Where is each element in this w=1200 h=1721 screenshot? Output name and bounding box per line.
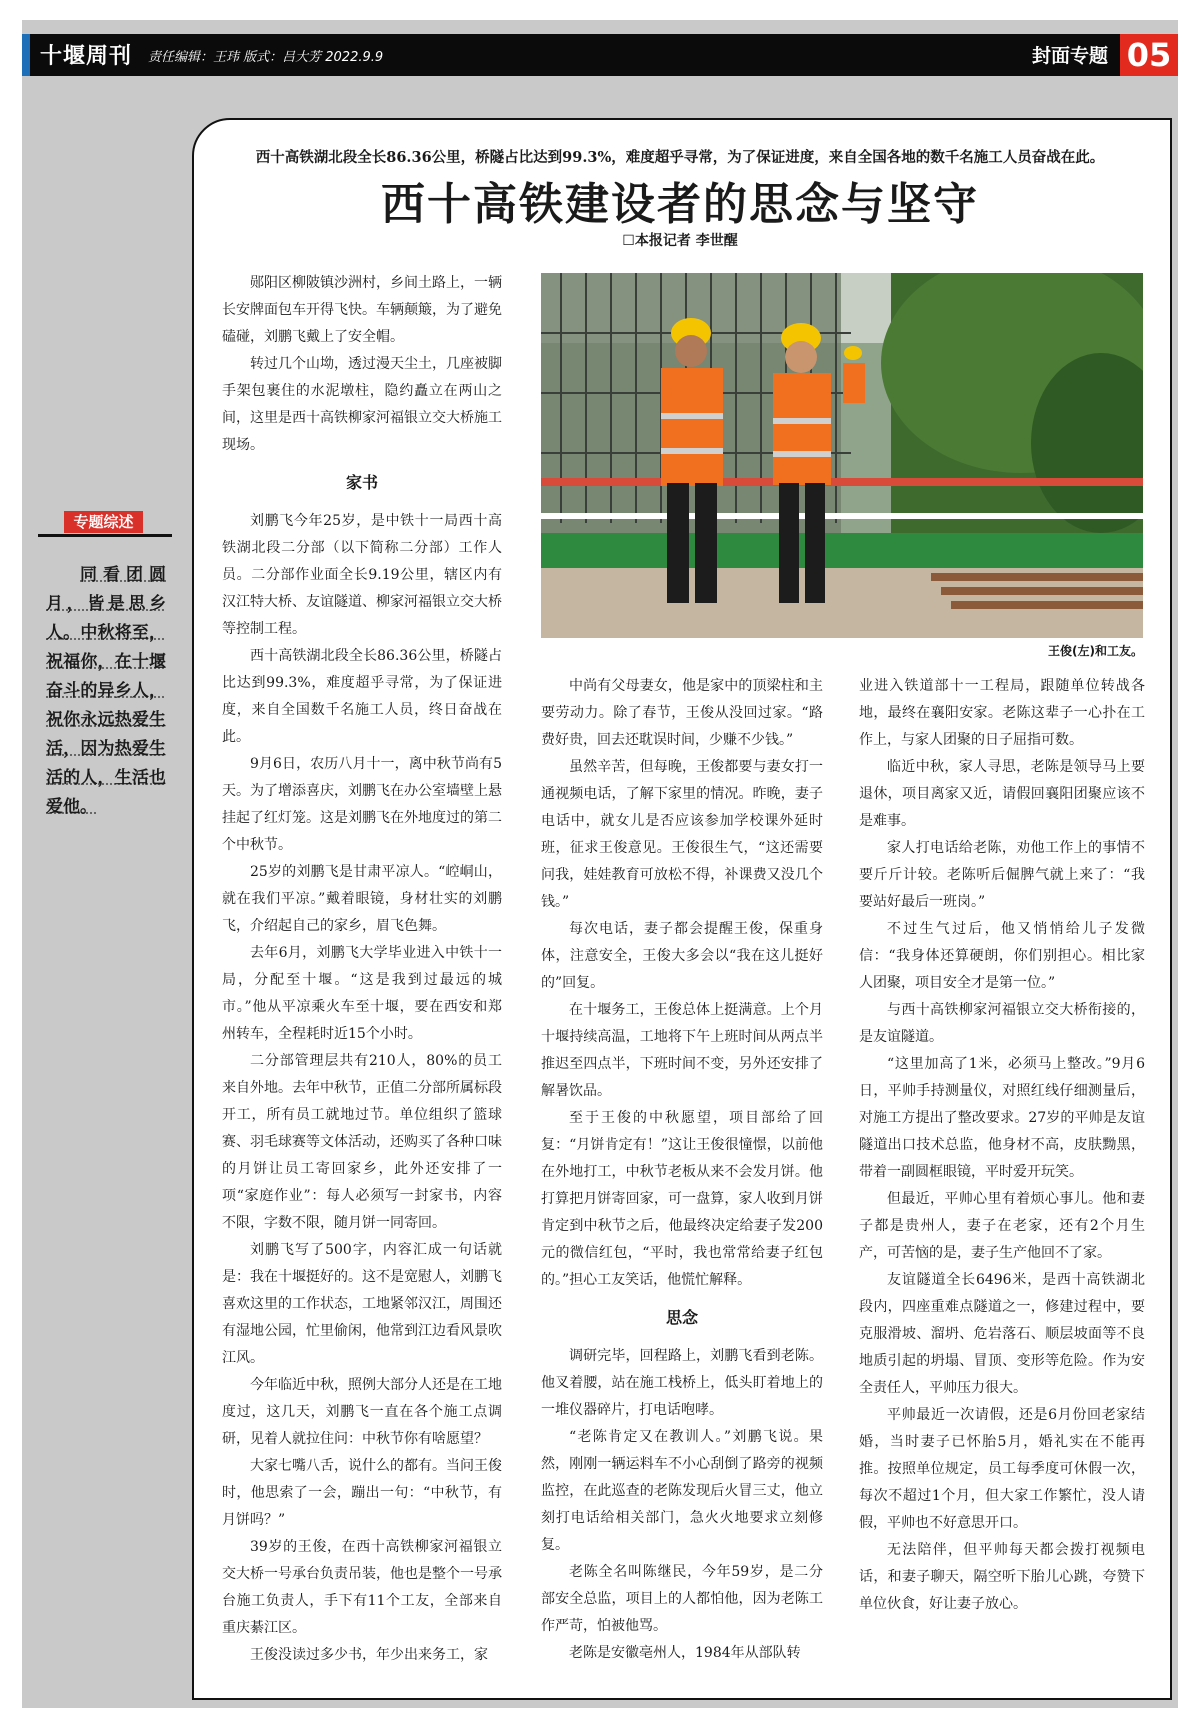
paragraph: 大家七嘴八舌，说什么的都有。当问王俊时，他思索了一会，蹦出一句：“中秋节，有月饼吗？” (222, 1458, 502, 1528)
paragraph: 每次电话，妻子都会提醒王俊，保重身体，注意安全，王俊大多会以“我在这儿挺好的”回复。 (541, 921, 823, 991)
paragraph: 王俊没读过多少书，年少出来务工，家 (250, 1647, 488, 1663)
paragraph: 刘鹏飞写了500字，内容汇成一句话就是：我在十堰挺好的。这不是宽慰人，刘鹏飞喜欢这里的工作状态，工地紧邻汉江，周围还有湿地公园，忙里偷闲，他常到江边看风景吹江风。 (222, 1242, 502, 1366)
paragraph: 中尚有父母妻女，他是家中的顶梁柱和主要劳动力。除了春节，王俊从没回过家。“路费好贵，回去还耽误时间，少赚不少钱。” (541, 678, 823, 748)
section-name: 封面专题 (1031, 45, 1108, 67)
paragraph: 郧阳区柳陂镇沙洲村，乡间土路上，一辆长安牌面包车开得飞快。车辆颠簸，为了避免磕碰，刘鹏飞戴上了安全帽。 (222, 275, 502, 345)
sidebar-divider (38, 534, 172, 537)
construction-workers-photo (541, 273, 1143, 638)
paragraph: 不过生气过后，他又悄悄给儿子发微信：“我身体还算硬朗，你们别担心。相比家人团聚，项目安全才是第一位。” (859, 921, 1145, 991)
paragraph: 但最近，平帅心里有着烦心事儿。他和妻子都是贵州人，妻子在老家，还有2个月生产，可苦恼的是，妻子生产他回不了家。 (859, 1191, 1145, 1261)
worker-background (843, 346, 865, 403)
paragraph: 老陈全名叫陈继民，今年59岁，是二分部安全总监，项目上的人都怕他，因为老陈工作严苛，怕被他骂。 (541, 1564, 823, 1634)
paragraph: 友谊隧道全长6496米，是西十高铁湖北段内，四座重难点隧道之一，修建过程中，要克服滑坡、溜坍、危岩落石、顺层坡面等不良地质引起的坍塌、冒顶、变形等危险。作为安全责任人，平帅压力很大。 (859, 1272, 1145, 1396)
paragraph: 临近中秋，家人寻思，老陈是领导马上要退休，项目离家又近，请假回襄阳团聚应该不是难事。 (859, 759, 1145, 829)
paragraph: 今年临近中秋，照例大部分人还是在工地度过，这几天，刘鹏飞一直在各个施工点调研，见着人就拉住问：中秋节你有啥愿望？ (222, 1377, 502, 1447)
paragraph: 调研完毕，回程路上，刘鹏飞看到老陈。他叉着腰，站在施工栈桥上，低头盯着地上的一堆仪器碎片，打电话咆哮。 (541, 1348, 823, 1418)
editor-credits: 责任编辑：王玮 版式：吕大芳 2022.9.9 (148, 50, 384, 65)
article-photo (541, 273, 1143, 638)
paragraph: 去年6月，刘鹏飞大学毕业进入中铁十一局，分配至十堰。“这是我到过最远的城市。”他从平凉乘火车至十堰，要在西安和郑州转车，全程耗时近15个小时。 (222, 945, 502, 1042)
page-header (22, 34, 1178, 76)
paragraph: 老陈是安徽亳州人，1984年从部队转 (569, 1645, 801, 1661)
paragraph: “老陈肯定又在教训人。”刘鹏飞说。果然，刚刚一辆运料车不小心刮倒了路旁的视频监控，在此巡查的老陈发现后火冒三丈，他立刻打电话给相关部门，急火火地要求立刻修复。 (541, 1429, 823, 1553)
paragraph: 与西十高铁柳家河福银立交大桥衔接的，是友谊隧道。 (859, 1002, 1145, 1045)
paragraph: 至于王俊的中秋愿望，项目部给了回复：“月饼肯定有！”这让王俊很憧憬，以前他在外地打工，中秋节老板从来不会发月饼。他打算把月饼寄回家，可一盘算，家人收到月饼肯定到中秋节之后，他最终决定给妻子发200元的微信红包，“平时，我也常常给妻子红包的。”担心工友笑话，他慌忙解释。 (541, 1110, 823, 1288)
paragraph: 平帅最近一次请假，还是6月份回老家结婚，当时妻子已怀胎5月，婚礼实在不能再推。按照单位规定，员工每季度可休假一次，每次不超过1个月，但大家工作繁忙，没人请假，平帅也不好意思开口。 (859, 1407, 1145, 1531)
paragraph: 在十堰务工，王俊总体上挺满意。上个月十堰持续高温，工地将下午上班时间从两点半推迟至四点半，下班时间不变，另外还安排了解暑饮品。 (541, 1002, 823, 1099)
article-byline: ☐本报记者 李世醒 (622, 233, 738, 249)
paragraph: 刘鹏飞今年25岁，是中铁十一局西十高铁湖北段二分部（以下简称二分部）工作人员。二分部作业面全长9.19公里，辖区内有汉江特大桥、友谊隧道、柳家河福银立交大桥等控制工程。 (222, 513, 502, 637)
page-number: 05 (1120, 34, 1178, 76)
paragraph: 转过几个山坳，透过漫天尘土，几座被脚手架包裹住的水泥墩柱，隐约矗立在两山之间，这里是西十高铁柳家河福银立交大桥施工现场。 (222, 356, 502, 453)
paragraph: 9月6日，农历八月十一，离中秋节尚有5天。为了增添喜庆，刘鹏飞在办公室墙壁上悬挂起了红灯笼。这是刘鹏飞在外地度过的第二个中秋节。 (222, 756, 502, 853)
article-deck: 西十高铁湖北段全长86.36公里，桥隧占比达到99.3%，难度超乎寻常，为了保证进度，来自全国各地的数千名施工人员奋战在此。 (255, 149, 1105, 166)
article-headline: 西十高铁建设者的思念与坚守 (381, 179, 979, 230)
paragraph: 无法陪伴，但平帅每天都会拨打视频电话，和妻子聊天，隔空听下胎儿心跳，夸赞下单位伙食，好让妻子放心。 (859, 1542, 1145, 1612)
paragraph: 家人打电话给老陈，劝他工作上的事情不要斤斤计较。老陈听后倔脾气就上来了：“我要站好最后一班岗。” (859, 840, 1145, 910)
article-column-2 (541, 673, 823, 1685)
article-column-1 (222, 270, 502, 1685)
paragraph: 39岁的王俊，在西十高铁柳家河福银立交大桥一号承台负责吊装，他也是整个一号承台施工负责人，手下有11个工友，全部来自重庆綦江区。 (222, 1539, 502, 1636)
brand-block (22, 34, 139, 76)
subhead-jiashu: 家书 (345, 473, 378, 492)
paragraph: 25岁的刘鹏飞是甘肃平凉人。“崆峒山，就在我们平凉。”戴着眼镜，身材壮实的刘鹏飞，介绍起自己的家乡，眉飞色舞。 (222, 864, 502, 934)
sidebar-tag: 专题综述 (64, 511, 143, 533)
paragraph: 虽然辛苦，但每晚，王俊都要与妻女打一通视频电话，了解下家里的情况。昨晚，妻子电话中，就女儿是否应该参加学校课外延时班，征求王俊意见。王俊很生气，“这还需要问我，娃娃教育可放松不得，补课费又没几个钱。” (541, 759, 823, 910)
paragraph: 西十高铁湖北段全长86.36公里，桥隧占比达到99.3%，难度超乎寻常，为了保证进度，来自全国数千名施工人员，终日奋战在此。 (222, 648, 502, 745)
paragraph: “这里加高了1米，必须马上整改。”9月6日，平帅手持测量仪，对照红线仔细测量后，对施工方提出了整改要求。27岁的平帅是友谊隧道出口技术总监，他身材不高，皮肤黝黑，带着一副圆框眼镜，平时爱开玩笑。 (859, 1056, 1145, 1180)
brand-name: 十堰周刊 (40, 43, 133, 69)
article-column-3 (859, 673, 1145, 1685)
paragraph: 二分部管理层共有210人，80%的员工来自外地。去年中秋节，正值二分部所属标段开工，所有员工就地过节。单位组织了篮球赛、羽毛球赛等文体活动，还购买了各种口味的月饼让员工寄回家乡，此外还安排了一项“家庭作业”：每人必须写一封家书，内容不限，字数不限，随月饼一同寄回。 (222, 1053, 502, 1231)
photo-caption: 王俊(左)和工友。 (1048, 644, 1143, 658)
paragraph: 业进入铁道部十一工程局，跟随单位转战各地，最终在襄阳安家。老陈这辈子一心扑在工作上，与家人团聚的日子屈指可数。 (859, 678, 1145, 748)
sidebar-summary: 同看团圆月，皆是思乡人。中秋将至，祝福你，在十堰奋斗的异乡人，祝你永远热爱生活，因为热爱生活的人，生活也爱他。 (46, 565, 166, 817)
subhead-sinian: 思念 (665, 1308, 698, 1327)
